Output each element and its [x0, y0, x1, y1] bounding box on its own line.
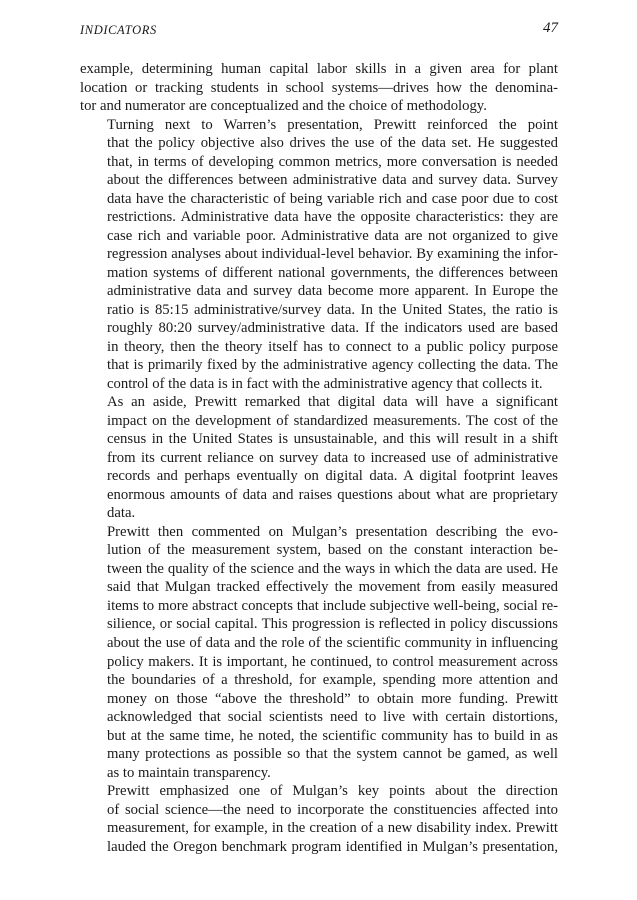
text-line: money on those “above the threshold” to obtain more funding. Prewitt	[107, 690, 558, 707]
text-line: tor and numerator are conceptualized and the choice of methodology.	[80, 98, 487, 115]
running-head	[80, 20, 558, 40]
text-line: the boundaries of a threshold, for example, spending more attention and	[107, 672, 558, 689]
text-line: as to maintain transparency.	[107, 764, 271, 781]
text-line: that, in terms of developing common metrics, more conversation is needed	[107, 153, 558, 170]
paragraph-1	[80, 60, 558, 116]
text-line: regression analyses about individual-level behavior. By examining the infor-	[107, 246, 558, 263]
text-line: that the policy objective also drives the use of the data set. He suggested	[107, 135, 558, 152]
text-line: census in the United States is unsustainable, and this will result in a shift	[107, 431, 558, 448]
text-line: policy makers. It is important, he continued, to control measurement across	[107, 653, 558, 670]
paragraph-3	[80, 393, 558, 523]
text-line: said that Mulgan tracked effectively the movement from easily measured	[107, 579, 558, 596]
text-line: example, determining human capital labor skills in a given area for plant	[80, 61, 558, 77]
text-line: Turning next to Warren’s presentation, Prewitt reinforced the point	[107, 116, 558, 133]
text-line: of social science—the need to incorporate the constituencies affected into	[107, 801, 558, 818]
text-line: measurement, for example, in the creation of a new disability index. Prewitt	[107, 820, 558, 837]
body-text	[80, 60, 558, 856]
paragraph-5	[80, 782, 558, 856]
text-line: As an aside, Prewitt remarked that digital data will have a significant	[107, 394, 558, 411]
text-line: acknowledged that social scientists need to live with certain distortions,	[107, 709, 558, 726]
text-line: lauded the Oregon benchmark program identified in Mulgan’s presentation,	[107, 838, 558, 855]
text-line: items to more abstract concepts that include subjective well-being, social re-	[107, 597, 558, 614]
text-line: but at the same time, he noted, the scientific community has to build in as	[107, 727, 558, 744]
text-line: that is primarily fixed by the administrative agency collecting the data. The	[107, 357, 558, 374]
page-number: 47	[543, 20, 558, 36]
text-line: silience, or social capital. This progression is reflected in policy discussions	[107, 616, 558, 633]
text-line: lution of the measurement system, based on the constant interaction be-	[107, 542, 558, 559]
running-title: INDICATORS	[80, 23, 157, 37]
text-line: administrative data and survey data become more apparent. In Europe the	[107, 283, 558, 300]
text-line: ratio is 85:15 administrative/survey data. In the United States, the ratio is	[107, 301, 558, 318]
text-line: Prewitt emphasized one of Mulgan’s key points about the direction	[107, 783, 558, 800]
text-line: Prewitt then commented on Mulgan’s presentation describing the evo-	[107, 523, 558, 540]
text-line: many protections as possible so that the system cannot be gamed, as well	[107, 746, 558, 763]
text-line: mation systems of different national governments, the differences between	[107, 264, 558, 281]
text-line: tween the quality of the science and the ways in which the data are used. He	[107, 560, 558, 577]
text-line: impact on the development of standardized measurements. The cost of the	[107, 412, 558, 429]
text-line: location or tracking students in school systems—drives how the denomina-	[80, 79, 558, 96]
text-line: in theory, then the theory itself has to connect to a public policy purpose	[107, 338, 558, 355]
text-line: from its current reliance on survey data to increased use of administrative	[107, 449, 558, 466]
text-line: control of the data is in fact with the administrative agency that collects it.	[107, 375, 543, 392]
text-line: about the differences between administrative data and survey data. Survey	[107, 172, 558, 189]
text-line: data.	[107, 505, 136, 522]
text-line: restrictions. Administrative data have the opposite characteristics: they are	[107, 209, 558, 226]
text-line: roughly 80:20 survey/administrative data. If the indicators used are based	[107, 320, 558, 337]
text-line: case rich and variable poor. Administrative data are not organized to give	[107, 227, 558, 244]
text-line: about the use of data and the role of the scientific community in influencing	[107, 634, 558, 651]
text-line: data have the characteristic of being variable rich and case poor due to cost	[107, 190, 558, 207]
text-line: enormous amounts of data and raises questions about what are proprietary	[107, 486, 558, 503]
text-line: records and perhaps eventually on digital data. A digital footprint leaves	[107, 468, 558, 485]
paragraph-2	[80, 116, 558, 394]
paragraph-4	[80, 523, 558, 782]
